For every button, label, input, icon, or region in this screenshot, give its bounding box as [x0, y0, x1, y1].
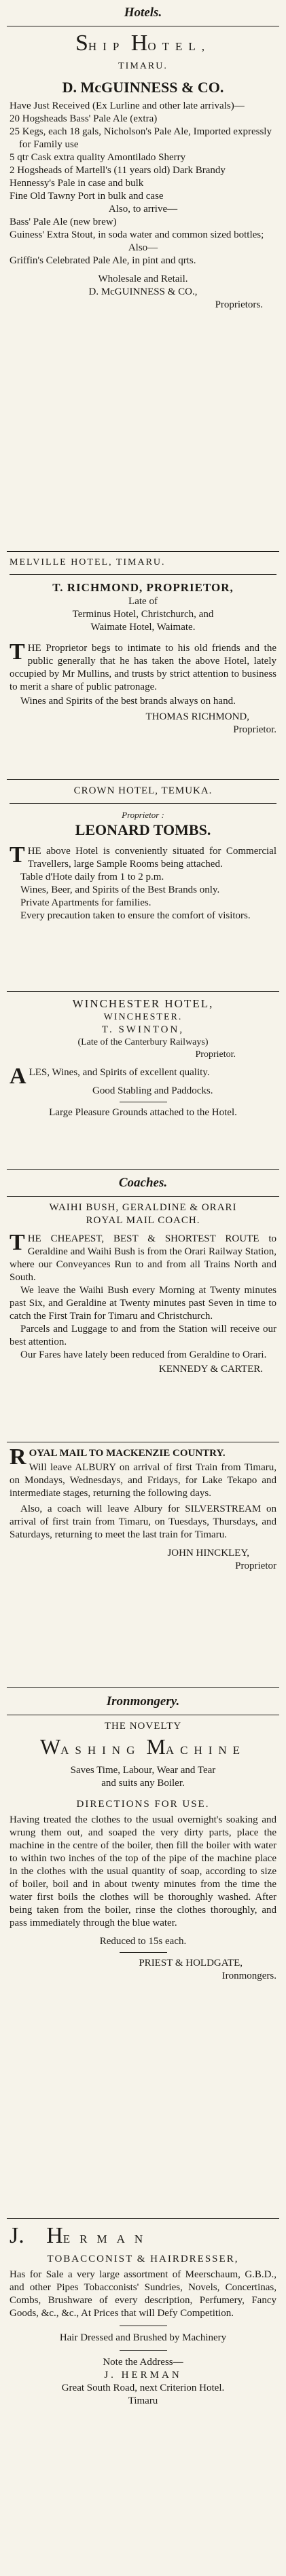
herman-ad	[10, 2222, 276, 2408]
washing-sign-role: Ironmongers.	[221, 1971, 276, 1981]
ship-hotel-stock-list	[10, 100, 276, 267]
washing-title: THE NOVELTY	[104, 1721, 182, 1732]
crown-p5: Every precaution taken to ensure the comfort of visitors.	[20, 910, 251, 921]
winchester-place: WINCHESTER.	[103, 1012, 183, 1022]
winchester-late: (Late of the Canterbury Railways)	[77, 1037, 209, 1047]
stock-line: 25 Kegs, each 18 gals, Nicholson's Pale Ale, Imported expressly for Family use	[10, 126, 272, 150]
stock-line: Have Just Received (Ex Lurline and other late arrivals)—	[10, 100, 245, 111]
mackenzie-body: Will leave ALBURY on arrival of first Train from Timaru, on Mondays, Wednesdays, and Fridays, for Lake Tekapo and intermediate stages, returning the following days.	[10, 1462, 276, 1499]
herman-title-name: J. HERMAN	[10, 2223, 153, 2248]
washing-sub1: Saves Time, Labour, Wear and Tear	[70, 1765, 216, 1776]
washing-directions: DIRECTIONS FOR USE.	[76, 1799, 210, 1810]
stock-line: Also—	[128, 242, 158, 253]
stock-line: Bass' Pale Ale (new brew)	[10, 217, 117, 227]
melville-prev1: Terminus Hotel, Christchurch, and	[72, 609, 214, 620]
stock-line: Guiness' Extra Stout, in soda water and common sized bottles;	[10, 229, 264, 240]
ship-hotel-sign-role: Proprietors.	[215, 299, 263, 310]
crown-proprietor-label: Proprietor :	[122, 810, 164, 820]
divider	[7, 2218, 279, 2219]
herman-note: Note the Address—	[103, 2357, 183, 2368]
mackenzie-sign: JOHN HINCKLEY,	[167, 1548, 249, 1558]
stock-line: Fine Old Tawny Port in bulk and case	[10, 191, 164, 202]
winchester-title: WINCHESTER HOTEL,	[72, 997, 214, 1010]
ship-hotel-ad	[10, 30, 276, 312]
section-heading-hotels: Hotels.	[124, 5, 162, 20]
ship-hotel-sign: D. McGUINNESS & CO.,	[88, 286, 198, 297]
crown-proprietor: LEONARD TOMBS.	[75, 821, 211, 838]
melville-late-of: Late of	[128, 596, 158, 607]
waihi-sign: KENNEDY & CARTER.	[158, 1364, 263, 1375]
waihi-p3: Parcels and Luggage to and from the Station will receive our best attention.	[10, 1324, 276, 1347]
ship-hotel-location: TIMARU.	[118, 61, 168, 71]
crown-hotel-title: CROWN HOTEL, TEMUKA.	[73, 785, 213, 796]
herman-body: Has for Sale a very large assortment of Meerschaum, G.B.D., and other Pipes Tobacconists' Sundries, Novels, Concertinas, Combs, Brushware of every description, Perfumery, Fancy Goods, &c., &c., At Prices that will Defy Competition.	[10, 2269, 276, 2319]
winchester-name: T. SWINTON,	[101, 1024, 185, 1035]
melville-sign: THOMAS RICHMOND,	[145, 711, 249, 722]
stock-line: Griffin's Celebrated Pale Ale, in pint and qrts.	[10, 255, 196, 266]
melville-sign-role: Proprietor.	[233, 724, 276, 735]
stock-line: 20 Hogsheads Bass' Pale Ale (extra)	[10, 113, 158, 124]
waihi-title1: WAIHI BUSH, GERALDINE & ORARI	[49, 1202, 237, 1213]
waihi-coach-ad	[10, 1201, 276, 1376]
stock-line: Also, to arrive—	[108, 204, 178, 214]
divider	[7, 779, 279, 780]
crown-body: THE above Hotel is conveniently situated for Commercial Travellers, large Sample Rooms being attached.	[10, 842, 276, 870]
melville-proprietor: T. RICHMOND, PROPRIETOR,	[52, 581, 234, 594]
divider	[120, 1952, 167, 1953]
section-heading-ironmongery: Ironmongery.	[106, 1694, 180, 1709]
crown-p3: Wines, Beer, and Spirits of the Best Brands only.	[20, 884, 220, 895]
winchester-p2: Good Stabling and Paddocks.	[92, 1085, 213, 1096]
washing-sign: PRIEST & HOLDGATE,	[139, 1958, 243, 1968]
winchester-hotel-ad	[10, 996, 276, 1119]
divider	[7, 1687, 279, 1688]
mackenzie-p2: Also, a coach will leave Albury for SILVERSTREAM on arrival of first train from Timaru, on Tuesdays, Thursdays, and Saturdays, returning to meet the last train for Timaru.	[10, 1504, 276, 1540]
washing-price: Reduced to 15s each.	[99, 1936, 187, 1947]
crown-hotel-ad	[10, 785, 276, 922]
melville-prev2: Waimate Hotel, Waimate.	[90, 622, 196, 633]
winchester-body: ALES, Wines, and Spirits of excellent quality.	[10, 1064, 210, 1089]
winchester-role: Proprietor.	[195, 1049, 236, 1060]
mackenzie-sign-role: Proprietor	[235, 1561, 276, 1571]
mackenzie-mail-ad	[10, 1444, 276, 1573]
melville-body: THE Proprietor begs to intimate to his old friends and the public generally that he has taken the above Hotel, lately occupied by Mr Mullins, and trusts by strict attention to business to merit a share of public patronage.	[10, 639, 276, 692]
waihi-title2: ROYAL MAIL COACH.	[86, 1215, 200, 1226]
ship-hotel-title: SHIP HOTEL,	[75, 31, 211, 56]
herman-name: J. HERMAN	[104, 2370, 182, 2381]
herman-town: Timaru	[128, 2395, 158, 2406]
section-heading-coaches: Coaches.	[118, 1176, 168, 1190]
divider	[10, 574, 276, 575]
divider	[7, 991, 279, 992]
divider	[10, 803, 276, 804]
melville-hotel-ad	[10, 557, 276, 736]
herman-address: Great South Road, next Criterion Hotel.	[61, 2383, 225, 2393]
crown-p2: Table d'Hote daily from 1 to 2 p.m.	[20, 872, 164, 882]
crown-p4: Private Apartments for families.	[20, 897, 151, 908]
herman-p2: Hair Dressed and Brushed by Machinery	[59, 2332, 227, 2343]
melville-hotel-title: MELVILLE HOTEL, TIMARU.	[10, 557, 166, 567]
melville-wines: Wines and Spirits of the best brands always on hand.	[20, 696, 236, 707]
ship-hotel-firm: D. McGUINNESS & CO.	[62, 79, 224, 96]
washing-body: Having treated the clothes to the usual overnight's soaking and wrung them out, and soaped the very dirty parts, place the machine in the centre of the boiler, then fill the boiler with water to within two inches of the top of the pipe of the machine place in the clothes with the usual quantity of soap, according to size of boiler, boil and in about twenty minutes from the time the water first boils the clothes will be thoroughly washed. After being taken from the boiler, rinse the clothes thoroughly, and pass immediately through the blue water.	[10, 1814, 276, 1928]
waihi-body: THE CHEAPEST, BEST & SHORTEST ROUTE to Geraldine and Waihi Bush is from the Orari Railway Station, where our Conveyances Run to and from all Trains North and South.	[10, 1230, 276, 1283]
divider	[7, 1169, 279, 1170]
mackenzie-title: ROYAL MAIL TO MACKENZIE COUNTRY.	[10, 1444, 226, 1470]
stock-line: 2 Hogsheads of Martell's (11 years old) Dark Brandy	[10, 165, 226, 176]
ship-hotel-footer: Wholesale and Retail.	[98, 274, 188, 284]
stock-line: 5 qtr Cask extra quality Amontilado Sherry	[10, 152, 186, 163]
washing-sub2: and suits any Boiler.	[101, 1778, 185, 1789]
herman-title: TOBACCONIST & HAIRDRESSER,	[47, 2254, 239, 2264]
washing-machine-title: WASHING MACHINE	[39, 1734, 247, 1759]
washing-machine-ad	[10, 1720, 276, 1983]
winchester-p3: Large Pleasure Grounds attached to the Hotel.	[49, 1107, 237, 1118]
waihi-p2: We leave the Waihi Bush every Morning at Twenty minutes past Six, and Geraldine at Twenty minutes past Seven in time to catch the First Train for Timaru and Christchurch.	[10, 1285, 276, 1322]
stock-line: Hennessy's Pale in case and bulk	[10, 178, 144, 189]
waihi-p4: Our Fares have lately been reduced from Geraldine to Orari.	[20, 1349, 267, 1360]
divider	[7, 551, 279, 552]
divider	[7, 1196, 279, 1197]
divider	[120, 2350, 167, 2351]
